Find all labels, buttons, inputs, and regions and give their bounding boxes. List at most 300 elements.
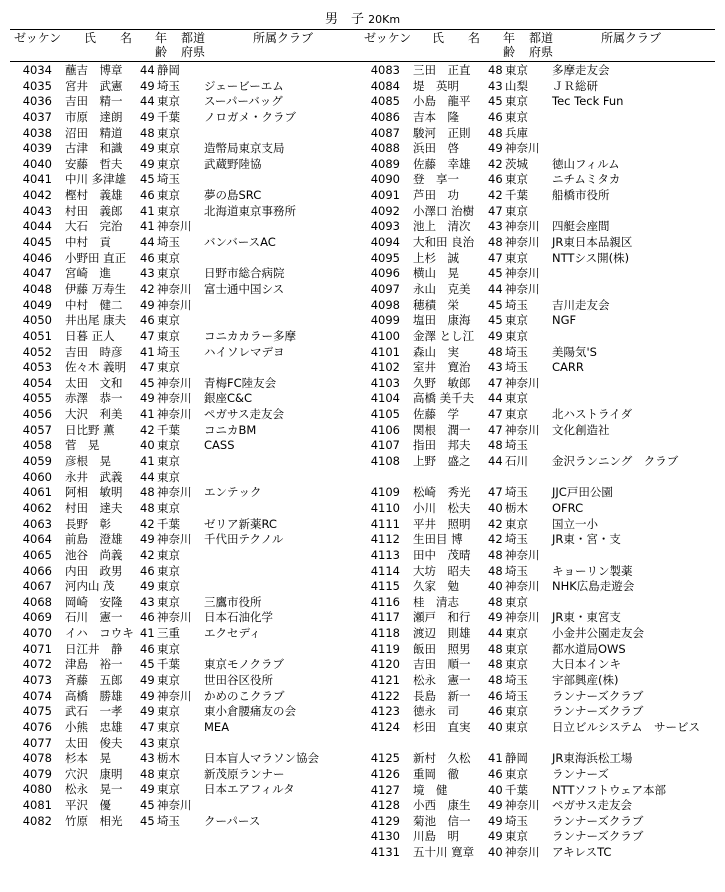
entry-bib: 4066 — [22, 563, 52, 578]
entry-age: 46 — [488, 688, 503, 703]
entry-prefecture: 埼玉 — [505, 438, 528, 453]
header-age-right-top: 年 — [503, 31, 516, 45]
entry-prefecture: 埼玉 — [505, 360, 528, 375]
entry-row — [360, 829, 720, 845]
entry-name: 安藤 哲夫 — [65, 156, 123, 171]
entry-row — [360, 329, 720, 345]
entry-club: 日本石油化学 — [204, 610, 273, 625]
entry-club: JR東海浜松工場 — [552, 751, 633, 766]
entry-prefecture: 神奈川 — [157, 610, 192, 625]
entry-row — [360, 642, 720, 658]
entry-club: ランナーズクラブ — [552, 813, 644, 828]
entry-name: 阿相 敏明 — [65, 485, 123, 500]
entry-prefecture: 神奈川 — [505, 547, 540, 562]
entry-name: 小澤口 治樹 — [413, 203, 475, 218]
entry-prefecture: 東京 — [157, 328, 180, 343]
entry-bib: 4113 — [370, 547, 400, 562]
entry-bib: 4126 — [370, 766, 400, 781]
entry-row — [360, 266, 720, 282]
entry-row — [360, 172, 720, 188]
entry-bib: 4085 — [370, 94, 400, 109]
header-pref-left-top: 都道 — [181, 31, 206, 45]
entry-age: 45 — [488, 297, 503, 312]
entry-prefecture: 千葉 — [505, 782, 528, 797]
entry-name: 松永 憲一 — [413, 673, 471, 687]
entry-club: アキレスTC — [552, 845, 612, 860]
entry-club: 美陽気'S — [552, 344, 597, 359]
entry-prefecture: 神奈川 — [157, 407, 192, 422]
entry-club: NTTシス開(株) — [552, 250, 630, 265]
entry-row — [12, 548, 362, 564]
entry-bib: 4118 — [370, 626, 400, 641]
entry-club: クーパース — [204, 813, 261, 828]
entry-prefecture: 茨城 — [505, 156, 528, 171]
header-club-left: 所属クラブ — [253, 31, 314, 45]
entry-bib: 4121 — [370, 673, 400, 687]
entry-name: 吉田 時彦 — [65, 344, 123, 359]
entry-club: Tec Teck Fun — [552, 94, 624, 109]
entry-age: 48 — [140, 485, 155, 500]
entry-prefecture: 東京 — [505, 94, 528, 109]
entry-name: 登 享一 — [413, 172, 459, 187]
entry-bib: 4104 — [370, 391, 400, 406]
entry-age: 44 — [488, 454, 503, 469]
entry-name: 大和田 良治 — [413, 235, 475, 250]
entry-row — [360, 438, 720, 454]
entry-bib: 4055 — [22, 391, 52, 406]
entry-row — [12, 407, 362, 423]
entry-name: 杉本 晃 — [65, 751, 111, 766]
entries-right-column — [360, 63, 720, 861]
entry-age: 42 — [488, 516, 503, 531]
entry-age: 42 — [140, 547, 155, 562]
entry-name: 津島 裕一 — [65, 657, 123, 672]
entry-club: ニチムミタカ — [552, 172, 621, 187]
entry-row — [12, 782, 362, 798]
entry-row — [12, 126, 362, 142]
header-bib-right: ゼッケン — [364, 31, 412, 45]
entry-prefecture: 千葉 — [157, 109, 180, 124]
entry-age: 40 — [488, 845, 503, 860]
entry-row — [360, 157, 720, 173]
entry-name: 岡崎 安隆 — [65, 594, 123, 609]
header-bib-left: ゼッケン — [14, 31, 62, 45]
entry-name: 芦田 功 — [413, 188, 459, 203]
entry-row — [360, 94, 720, 110]
entry-prefecture: 埼玉 — [157, 813, 180, 828]
entry-prefecture: 東京 — [505, 766, 528, 781]
entry-name: 内田 政男 — [65, 563, 123, 578]
entry-club: ペガサス走友会 — [204, 407, 285, 422]
entry-bib: 4124 — [370, 719, 400, 734]
entry-name: 彦根 晃 — [65, 454, 111, 469]
entry-row — [360, 532, 720, 548]
entry-bib: 4046 — [22, 250, 52, 265]
entry-age: 46 — [140, 188, 155, 203]
entry-prefecture: 東京 — [157, 782, 180, 797]
entry-age: 46 — [140, 563, 155, 578]
entry-age: 48 — [488, 125, 503, 140]
entry-prefecture: 東京 — [157, 641, 180, 656]
entry-club: コニカカラー多摩 — [204, 328, 296, 343]
entry-prefecture: 東京 — [157, 672, 180, 687]
entry-name: 上野 盛之 — [413, 454, 471, 469]
entry-club: 文化創造社 — [552, 422, 610, 437]
entry-bib: 4106 — [370, 422, 400, 437]
entry-name: 松崎 秀光 — [413, 485, 471, 500]
entry-prefecture: 栃木 — [505, 500, 528, 515]
entry-row — [12, 204, 362, 220]
entry-bib: 4065 — [22, 547, 52, 562]
entry-name: 小野田 直正 — [65, 250, 127, 265]
entry-row — [12, 298, 362, 314]
entry-age: 46 — [140, 641, 155, 656]
entry-row — [12, 610, 362, 626]
entry-prefecture: 神奈川 — [505, 579, 540, 594]
entry-prefecture: 東京 — [505, 313, 528, 328]
entry-prefecture: 静岡 — [505, 751, 528, 766]
entry-club: 三鷹市役所 — [204, 594, 262, 609]
entry-bib: 4048 — [22, 281, 52, 296]
entry-age: 45 — [140, 813, 155, 828]
entry-bib: 4119 — [370, 641, 400, 656]
entry-row — [360, 219, 720, 235]
entry-row — [360, 657, 720, 673]
entry-club: JR東日本品親区 — [552, 235, 633, 250]
entry-bib: 4094 — [370, 235, 400, 250]
entry-row — [360, 313, 720, 329]
entry-name: 沼田 精道 — [65, 125, 123, 140]
entry-row — [12, 360, 362, 376]
entry-prefecture: 神奈川 — [157, 485, 192, 500]
entry-club: 千代田テクノル — [204, 532, 284, 547]
entry-club: JJC戸田公園 — [552, 485, 613, 500]
entry-name: 村田 達夫 — [65, 500, 123, 515]
entry-row — [360, 251, 720, 267]
entries-left-column — [12, 63, 362, 829]
entry-row — [12, 689, 362, 705]
entry-club: 日立ビルシステム サービス — [552, 719, 701, 734]
entry-row — [360, 579, 720, 595]
entry-name: 大沢 利美 — [65, 407, 123, 422]
entry-name: 吉田 順一 — [413, 657, 471, 672]
header-pref-right-bottom: 府県 — [529, 45, 554, 59]
entry-row — [360, 282, 720, 298]
entry-name: 川島 明 — [413, 829, 459, 844]
entry-age: 49 — [140, 688, 155, 703]
entry-bib: 4095 — [370, 250, 400, 265]
entry-bib: 4052 — [22, 344, 52, 359]
entry-row — [12, 188, 362, 204]
entry-prefecture: 東京 — [157, 156, 180, 171]
entry-age: 49 — [140, 156, 155, 171]
entry-bib: 4075 — [22, 704, 52, 719]
entry-prefecture: 東京 — [505, 626, 528, 641]
entry-bib: 4097 — [370, 281, 400, 296]
entry-age: 46 — [488, 704, 503, 719]
entry-prefecture: 埼玉 — [157, 78, 180, 93]
entry-prefecture: 神奈川 — [157, 297, 192, 312]
entry-prefecture: 神奈川 — [505, 610, 540, 625]
entry-prefecture: 東京 — [505, 657, 528, 672]
entry-bib: 4099 — [370, 313, 400, 328]
entry-prefecture: 東京 — [505, 829, 528, 844]
entry-prefecture: 神奈川 — [505, 375, 540, 390]
header-pref-left-bottom: 府県 — [181, 45, 206, 59]
entry-prefecture: 石川 — [505, 454, 528, 469]
entry-age: 49 — [488, 610, 503, 625]
entry-row — [12, 657, 362, 673]
entry-bib: 4123 — [370, 704, 400, 719]
entry-prefecture: 東京 — [157, 313, 180, 328]
entry-prefecture: 東京 — [157, 188, 180, 203]
entry-club: 都水道局OWS — [552, 641, 626, 656]
entry-age: 46 — [488, 766, 503, 781]
entry-bib: 4047 — [22, 266, 52, 281]
entry-name: 宮井 武憲 — [65, 78, 123, 93]
entry-row — [360, 610, 720, 626]
entry-name: 伊藤 万寿生 — [65, 281, 127, 296]
entry-age: 49 — [488, 141, 503, 156]
entry-prefecture: 神奈川 — [505, 281, 540, 296]
entry-row — [12, 579, 362, 595]
entry-club: 徳山フィルム — [552, 156, 620, 171]
entry-bib: 4056 — [22, 407, 52, 422]
entry-prefecture: 千葉 — [157, 657, 180, 672]
entry-age: 42 — [488, 188, 503, 203]
entry-prefecture: 東京 — [157, 766, 180, 781]
entry-club: 東小倉腰痛友の会 — [204, 704, 296, 719]
entry-name: 武石 一孝 — [65, 704, 123, 719]
entry-age: 45 — [140, 172, 155, 187]
entry-club: MEA — [204, 719, 230, 734]
entry-prefecture: 神奈川 — [157, 281, 192, 296]
entry-bib: 4112 — [370, 532, 400, 547]
entry-prefecture: 千葉 — [157, 422, 180, 437]
header-club-right: 所属クラブ — [601, 31, 662, 45]
entry-name: 樫村 義雄 — [65, 188, 123, 203]
entry-age: 41 — [140, 219, 155, 234]
entry-age: 40 — [488, 579, 503, 594]
entry-prefecture: 東京 — [157, 438, 180, 453]
entry-club: ゼリア新薬RC — [204, 516, 277, 531]
entry-name: 境 健 — [413, 782, 448, 797]
entry-row — [360, 110, 720, 126]
entry-prefecture: 東京 — [157, 735, 180, 750]
entry-row — [360, 673, 720, 689]
entry-club: 多摩走友会 — [552, 63, 610, 77]
entry-name: 日比野 薫 — [65, 422, 115, 437]
entry-age: 43 — [140, 751, 155, 766]
entry-prefecture: 東京 — [157, 94, 180, 109]
entry-prefecture: 東京 — [505, 407, 528, 422]
entry-age: 47 — [488, 407, 503, 422]
entry-name: 日江井 静 — [65, 641, 123, 656]
entry-bib: 4080 — [22, 782, 52, 797]
entry-bib: 4107 — [370, 438, 400, 453]
entry-age: 44 — [140, 63, 155, 77]
entry-age: 45 — [488, 94, 503, 109]
entry-bib: 4045 — [22, 235, 52, 250]
entry-name: 斉藤 五郎 — [65, 672, 123, 687]
entry-age: 48 — [488, 563, 503, 578]
entry-age: 48 — [140, 500, 155, 515]
entry-bib: 4093 — [370, 219, 400, 234]
entry-club: 日本エアフィルタ — [204, 782, 295, 797]
entry-prefecture: 東京 — [505, 63, 528, 77]
entry-name: 桂 清志 — [413, 594, 459, 609]
entry-name: 日暮 正人 — [65, 328, 115, 343]
entry-club: 北ハストライダ — [552, 407, 633, 422]
entry-bib: 4071 — [22, 641, 52, 656]
entry-row — [12, 517, 362, 533]
entry-prefecture: 神奈川 — [157, 798, 192, 813]
entry-name: 瀬戸 和行 — [413, 610, 471, 625]
entry-name: 吉田 精一 — [65, 94, 123, 109]
entry-name: 平井 照明 — [413, 516, 471, 531]
entry-row — [12, 564, 362, 580]
entry-bib: 4120 — [370, 657, 400, 672]
entry-row — [12, 720, 362, 736]
entry-bib: 4076 — [22, 719, 52, 734]
entry-row — [12, 79, 362, 95]
entry-club: 日野市総合病院 — [204, 266, 285, 281]
entry-club: 船橋市役所 — [552, 188, 610, 203]
entry-age: 46 — [488, 109, 503, 124]
entry-bib: 4044 — [22, 219, 52, 234]
header-top-rule — [10, 29, 715, 30]
entry-row — [360, 235, 720, 251]
entry-age: 48 — [140, 125, 155, 140]
entry-age: 48 — [488, 344, 503, 359]
entry-row — [12, 63, 362, 79]
entry-row — [12, 110, 362, 126]
entry-name: 五十川 寛章 — [413, 845, 475, 860]
entry-prefecture: 東京 — [505, 641, 528, 656]
entry-bib: 4038 — [22, 125, 52, 140]
entry-age: 49 — [488, 328, 503, 343]
entry-age: 42 — [488, 156, 503, 171]
entry-bib: 4089 — [370, 156, 400, 171]
entry-name: 三田 正直 — [413, 63, 471, 77]
entry-row — [12, 251, 362, 267]
entry-bib: 4100 — [370, 328, 400, 343]
entry-bib: 4034 — [22, 63, 52, 77]
entry-age: 44 — [140, 235, 155, 250]
entry-name: 石川 憲一 — [65, 610, 123, 625]
entry-club: 日本盲人マラソン協会 — [204, 751, 319, 766]
entry-name: 竹原 相光 — [65, 813, 123, 828]
entry-age: 48 — [140, 766, 155, 781]
entry-row — [360, 204, 720, 220]
entry-bib: 4082 — [22, 813, 52, 828]
entry-name: 小島 龍平 — [413, 94, 471, 109]
entry-name: 宮崎 進 — [65, 266, 111, 281]
entry-row — [360, 814, 720, 830]
entry-prefecture: 東京 — [157, 454, 180, 469]
entry-prefecture: 神奈川 — [157, 532, 192, 547]
entry-name: 杉田 直実 — [413, 719, 471, 734]
entry-row — [360, 751, 720, 767]
entry-bib: 4070 — [22, 626, 52, 641]
entry-age: 45 — [488, 266, 503, 281]
entry-name: 横山 晃 — [413, 266, 459, 281]
entry-prefecture: 東京 — [505, 203, 528, 218]
entry-row — [12, 282, 362, 298]
entry-row — [360, 454, 720, 485]
entry-name: 佐藤 幸雄 — [413, 156, 471, 171]
entry-row — [360, 188, 720, 204]
entry-age: 45 — [140, 657, 155, 672]
entry-age: 49 — [488, 829, 503, 844]
entry-club: CARR — [552, 360, 584, 375]
entry-prefecture: 東京 — [505, 719, 528, 734]
entry-prefecture: 東京 — [157, 579, 180, 594]
entry-row — [12, 266, 362, 282]
entry-bib: 4108 — [370, 454, 400, 469]
entry-club: ノロガメ・クラブ — [204, 109, 296, 124]
entry-age: 45 — [140, 375, 155, 390]
entry-club: 小金井公園走友会 — [552, 626, 644, 641]
entry-bib: 4103 — [370, 375, 400, 390]
entry-row — [360, 79, 720, 95]
entry-bib: 4079 — [22, 766, 52, 781]
entry-prefecture: 神奈川 — [157, 375, 192, 390]
entry-bib: 4040 — [22, 156, 52, 171]
entry-prefecture: 埼玉 — [505, 344, 528, 359]
entry-name: 徳永 司 — [413, 704, 459, 719]
header-age-left-bottom: 齢 — [155, 45, 168, 59]
entry-prefecture: 山梨 — [505, 78, 528, 93]
entry-club: 金沢ランニング クラブ — [552, 454, 679, 469]
entry-row — [12, 423, 362, 439]
entry-bib: 4039 — [22, 141, 52, 156]
entry-row — [360, 376, 720, 392]
entry-name: 市原 達朗 — [65, 109, 123, 124]
entry-age: 40 — [488, 719, 503, 734]
entry-prefecture: 埼玉 — [505, 688, 528, 703]
header-age-right-bottom: 齢 — [503, 45, 516, 59]
entry-club: スーパーバッグ — [204, 94, 283, 109]
entry-prefecture: 神奈川 — [505, 235, 540, 250]
entry-name: 関根 潤一 — [413, 422, 471, 437]
entry-club: コニカBM — [204, 422, 257, 437]
entry-name: 大坊 昭夫 — [413, 563, 471, 578]
entry-age: 48 — [488, 673, 503, 687]
entry-bib: 4087 — [370, 125, 400, 140]
entry-row — [360, 798, 720, 814]
entry-row — [360, 360, 720, 376]
entry-bib: 4041 — [22, 172, 52, 187]
entry-name: 古津 和識 — [65, 141, 123, 156]
title-text: 男 子 — [324, 12, 364, 27]
entry-age: 43 — [140, 735, 155, 750]
entry-bib: 4086 — [370, 109, 400, 124]
entry-bib: 4035 — [22, 78, 52, 93]
entry-row — [12, 485, 362, 501]
entry-name: 菅 晃 — [65, 438, 100, 453]
entry-age: 48 — [488, 63, 503, 77]
entry-name: 小川 松夫 — [413, 500, 471, 515]
entry-row — [12, 219, 362, 235]
entry-prefecture: 東京 — [157, 141, 180, 156]
entry-age: 49 — [140, 782, 155, 797]
entry-row — [12, 329, 362, 345]
entry-name: 堤 英明 — [413, 78, 459, 93]
entry-age: 42 — [140, 281, 155, 296]
entry-prefecture: 東京 — [505, 516, 528, 531]
entry-club: 富士通中国シス — [204, 281, 285, 296]
